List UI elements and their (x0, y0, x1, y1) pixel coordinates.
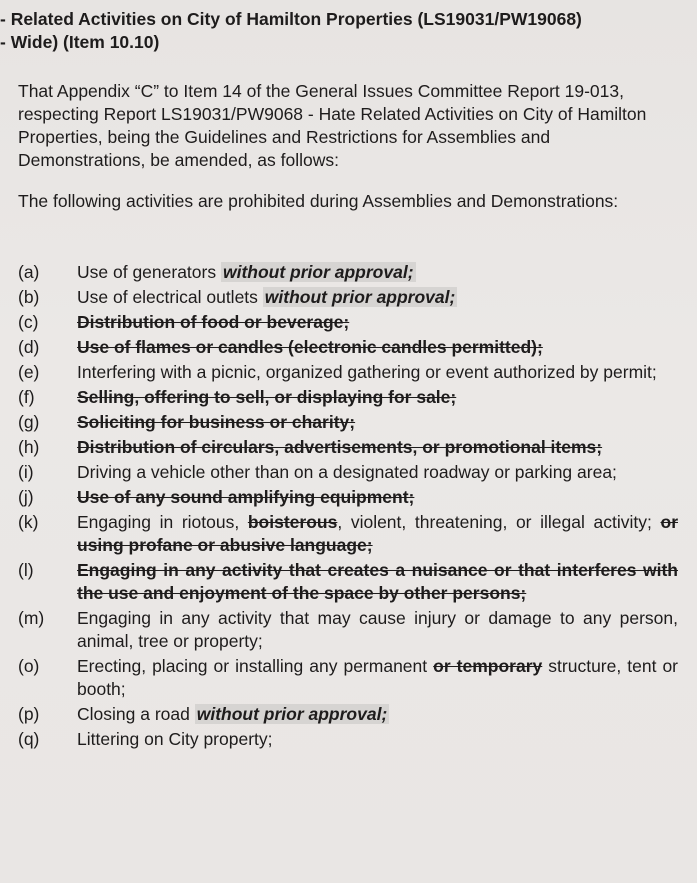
list-item (18, 261, 678, 284)
heading-line-1: - Related Activities on City of Hamilton Properties (LS19031/PW19068) (0, 9, 582, 29)
list-item-text (77, 655, 678, 701)
list-item-text (77, 607, 678, 653)
list-item (18, 336, 678, 359)
list-item-text (77, 461, 678, 484)
inserted-text: without prior approval; (222, 262, 414, 282)
list-item-marker: (e) (18, 362, 40, 382)
prohibited-intro-paragraph: The following activities are prohibited during Assemblies and Demonstrations: (18, 191, 619, 211)
motion-paragraph: That Appendix “C” to Item 14 of the General Issues Committee Report 19-013, respecting Report LS19031/PW9068 - Hate Related Activities on City of Hamilton Properties, being the Guidelines and Restrictions for Assemblies and Demonstrations, be amended, as follows: (18, 81, 647, 170)
deleted-text: boisterous (247, 512, 338, 532)
list-item-text (77, 511, 678, 557)
list-item (18, 461, 678, 484)
list-item-marker: (j) (18, 487, 34, 507)
list-item-text (77, 728, 678, 751)
list-item-segment: Use of generators (77, 262, 221, 282)
list-item (18, 436, 678, 459)
list-item (18, 311, 678, 334)
list-item-text (77, 261, 678, 284)
deleted-text: or using profane or abusive language; (77, 512, 678, 555)
list-item-segment: Closing a road (77, 704, 195, 724)
deleted-text: or temporary (433, 656, 543, 676)
list-item-text (77, 703, 678, 726)
list-item-text (77, 386, 678, 409)
list-item-marker: (g) (18, 412, 40, 432)
list-item-marker: (i) (18, 462, 34, 482)
list-item-segment: Driving a vehicle other than on a designated roadway or parking area; (77, 462, 617, 482)
list-item-segment: Littering on City property; (77, 729, 273, 749)
list-item (18, 486, 678, 509)
list-item-marker: (d) (18, 337, 40, 357)
list-item (18, 728, 678, 751)
list-item (18, 361, 678, 384)
list-item-marker: (m) (18, 608, 45, 628)
list-item-text (77, 336, 678, 359)
list-item-marker: (b) (18, 287, 40, 307)
list-item-marker: (c) (18, 312, 39, 332)
deleted-text: Engaging in any activity that creates a nuisance or that interferes with the use and enjoyment of the space by other persons; (77, 560, 678, 603)
list-item-segment: Engaging in any activity that may cause injury or damage to any person, animal, tree or property; (77, 608, 678, 651)
deleted-text: Soliciting for business or charity; (77, 412, 356, 432)
list-item-text (77, 361, 678, 384)
deleted-text: Distribution of food or beverage; (77, 312, 350, 332)
list-item-segment: , violent, threatening, or illegal activity; (337, 512, 661, 532)
list-item-text (77, 411, 678, 434)
list-item-marker: (k) (18, 512, 39, 532)
list-item-segment: Use of electrical outlets (77, 287, 263, 307)
list-item-text (77, 311, 678, 334)
list-item-marker: (o) (18, 656, 40, 676)
list-item-text (77, 486, 678, 509)
heading-line-2: - Wide) (Item 10.10) (0, 32, 160, 52)
deleted-text: Distribution of circulars, advertisements, or promotional items; (77, 437, 603, 457)
list-item-marker: (q) (18, 729, 40, 749)
list-item (18, 703, 678, 726)
list-item-segment: structure, tent or booth; (77, 656, 679, 699)
deleted-text: Use of any sound amplifying equipment; (77, 487, 415, 507)
list-item (18, 607, 678, 653)
inserted-text: without prior approval; (196, 704, 388, 724)
list-item-segment: Erecting, placing or installing any permanent (77, 656, 434, 676)
list-item (18, 655, 678, 701)
inserted-text: without prior approval; (264, 287, 456, 307)
list-item-text (77, 286, 678, 309)
list-item (18, 559, 678, 605)
list-item (18, 511, 678, 557)
list-item (18, 386, 678, 409)
prohibited-activities-list (18, 261, 678, 753)
section-heading (0, 8, 690, 54)
deleted-text: Selling, offering to sell, or displaying for sale; (77, 387, 457, 407)
list-item-segment: Interfering with a picnic, organized gathering or event authorized by permit; (77, 362, 657, 382)
list-item-marker: (p) (18, 704, 40, 724)
list-item-text (77, 559, 678, 605)
list-item-marker: (l) (18, 560, 34, 580)
list-item-marker: (a) (18, 262, 40, 282)
list-item-marker: (f) (18, 387, 35, 407)
list-item-marker: (h) (18, 437, 40, 457)
list-item (18, 411, 678, 434)
list-item-segment: Engaging in riotous, (77, 512, 248, 532)
deleted-text: Use of flames or candles (electronic candles permitted); (77, 337, 543, 357)
list-item-text (77, 436, 678, 459)
list-item (18, 286, 678, 309)
